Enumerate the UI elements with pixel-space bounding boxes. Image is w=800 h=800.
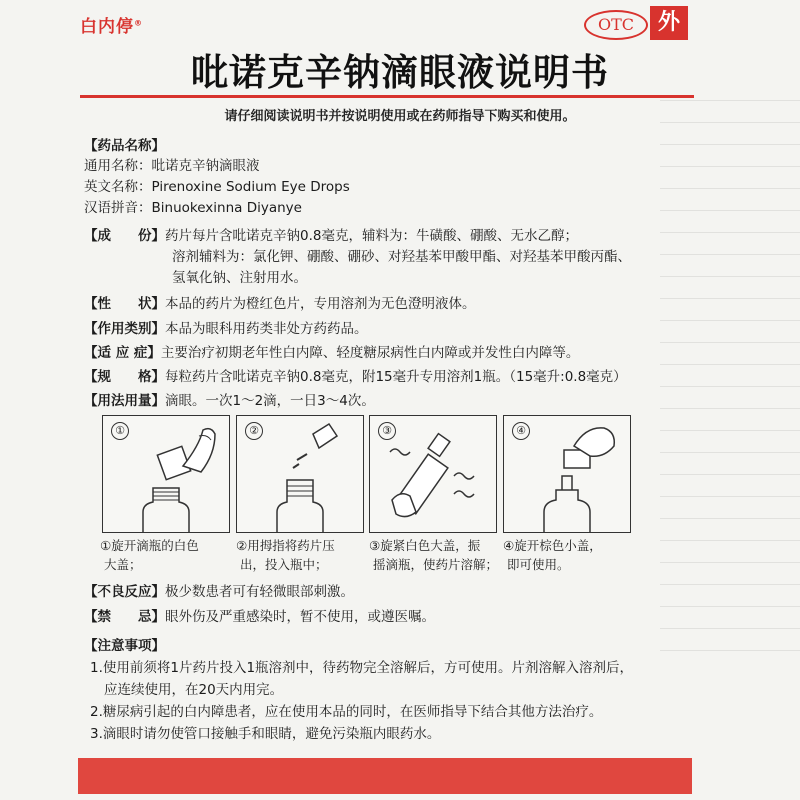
precaution-item-2: 2.糖尿病引起的白内障患者，应在使用本品的同时，在医师指导下结合其他方法治疗。 xyxy=(90,704,603,720)
dropper-bottle-icon xyxy=(504,416,630,532)
category-row xyxy=(84,317,368,337)
indication-text: 主要治疗初期老年性白内障、轻度糖尿病性白内障或并发性白内障等。 xyxy=(160,345,580,361)
brand-logo: 白内停® xyxy=(80,17,143,37)
precaution-item-1: 1.使用前须将1片药片投入1瓶溶剂中，待药物完全溶解后，方可使用。片剂溶解入溶剂后， xyxy=(90,660,634,676)
step4-caption: ④旋开棕色小盖， 即可使用。 xyxy=(503,538,602,572)
external-use-badge: 外 xyxy=(650,6,688,40)
precaution-item-3: 3.滴眼时请勿使管口接触手和眼睛，避免污染瓶内眼药水。 xyxy=(90,726,441,742)
pinyin-name: 汉语拼音：Binuokexinna Diyanye xyxy=(84,200,302,216)
composition-row xyxy=(84,224,578,244)
step2-caption: ②用拇指将药片压 出，投入瓶中； xyxy=(236,538,335,572)
composition-line3: 氢氧化钠、注射用水。 xyxy=(172,270,307,286)
tablet-press-icon xyxy=(237,416,363,532)
step1-illustration xyxy=(102,415,230,533)
drug-name-heading: 【药品名称】 xyxy=(84,138,165,154)
common-name: 通用名称：吡诺克辛钠滴眼液 xyxy=(84,158,260,174)
character-row xyxy=(84,292,476,312)
step2-illustration xyxy=(236,415,364,533)
category-label: 【作用类别】 xyxy=(84,321,165,337)
precaution-item-1-cont: 应连续使用，在20天内用完。 xyxy=(104,682,284,698)
character-label: 【性 状】 xyxy=(84,296,165,312)
step4-illustration xyxy=(503,415,631,533)
adverse-row xyxy=(84,580,354,600)
indication-row xyxy=(84,341,579,361)
spec-label: 【规 格】 xyxy=(84,369,165,385)
contraindication-row xyxy=(84,605,435,625)
precautions-heading: 【注意事项】 xyxy=(84,638,165,654)
character-text: 本品的药片为橙红色片，专用溶剂为无色澄明液体。 xyxy=(165,296,476,312)
shake-bottle-icon xyxy=(370,416,496,532)
category-text: 本品为眼科用药类非处方药药品。 xyxy=(165,321,368,337)
usage-row xyxy=(84,389,375,409)
step3-illustration xyxy=(369,415,497,533)
spec-text: 每粒药片含吡诺克辛钠0.8毫克，附15毫升专用溶剂1瓶。（15毫升:0.8毫克） xyxy=(165,369,627,385)
usage-text: 滴眼。一次1～2滴，一日3～4次。 xyxy=(165,393,375,409)
page-title: 吡诺克辛钠滴眼液说明书 xyxy=(191,51,609,94)
step2-number: ② xyxy=(245,422,263,440)
otc-badge: OTC xyxy=(584,10,648,40)
step4-number: ④ xyxy=(512,422,530,440)
bottle-cap-icon xyxy=(103,416,229,532)
contraindication-text: 眼外伤及严重感染时，暂不使用，或遵医嘱。 xyxy=(165,609,435,625)
step1-number: ① xyxy=(111,422,129,440)
usage-notice: 请仔细阅读说明书并按说明使用或在药师指导下购买和使用。 xyxy=(224,109,576,124)
contraindication-label: 【禁 忌】 xyxy=(84,609,165,625)
indication-label: 【适 应 症】 xyxy=(84,345,161,361)
step3-caption: ③旋紧白色大盖，振 摇滴瓶，使药片溶解； xyxy=(369,538,499,572)
spec-row xyxy=(84,365,627,385)
adverse-label: 【不良反应】 xyxy=(84,584,165,600)
composition-line2: 溶剂辅料为：氯化钾、硼酸、硼砂、对羟基苯甲酸甲酯、对羟基苯甲酸丙酯、 xyxy=(172,249,631,265)
usage-label: 【用法用量】 xyxy=(84,393,165,409)
footer-band xyxy=(78,758,692,794)
background-bleed-through xyxy=(660,100,800,660)
composition-label: 【成 份】 xyxy=(84,228,165,244)
composition-line1: 药片每片含吡诺克辛钠0.8毫克，辅料为：牛磺酸、硼酸、无水乙醇； xyxy=(165,228,578,244)
step3-number: ③ xyxy=(378,422,396,440)
step1-caption: ①旋开滴瓶的白色 大盖； xyxy=(100,538,199,572)
title-divider xyxy=(80,95,694,98)
adverse-text: 极少数患者可有轻微眼部刺激。 xyxy=(165,584,354,600)
english-name: 英文名称：Pirenoxine Sodium Eye Drops xyxy=(84,179,350,195)
